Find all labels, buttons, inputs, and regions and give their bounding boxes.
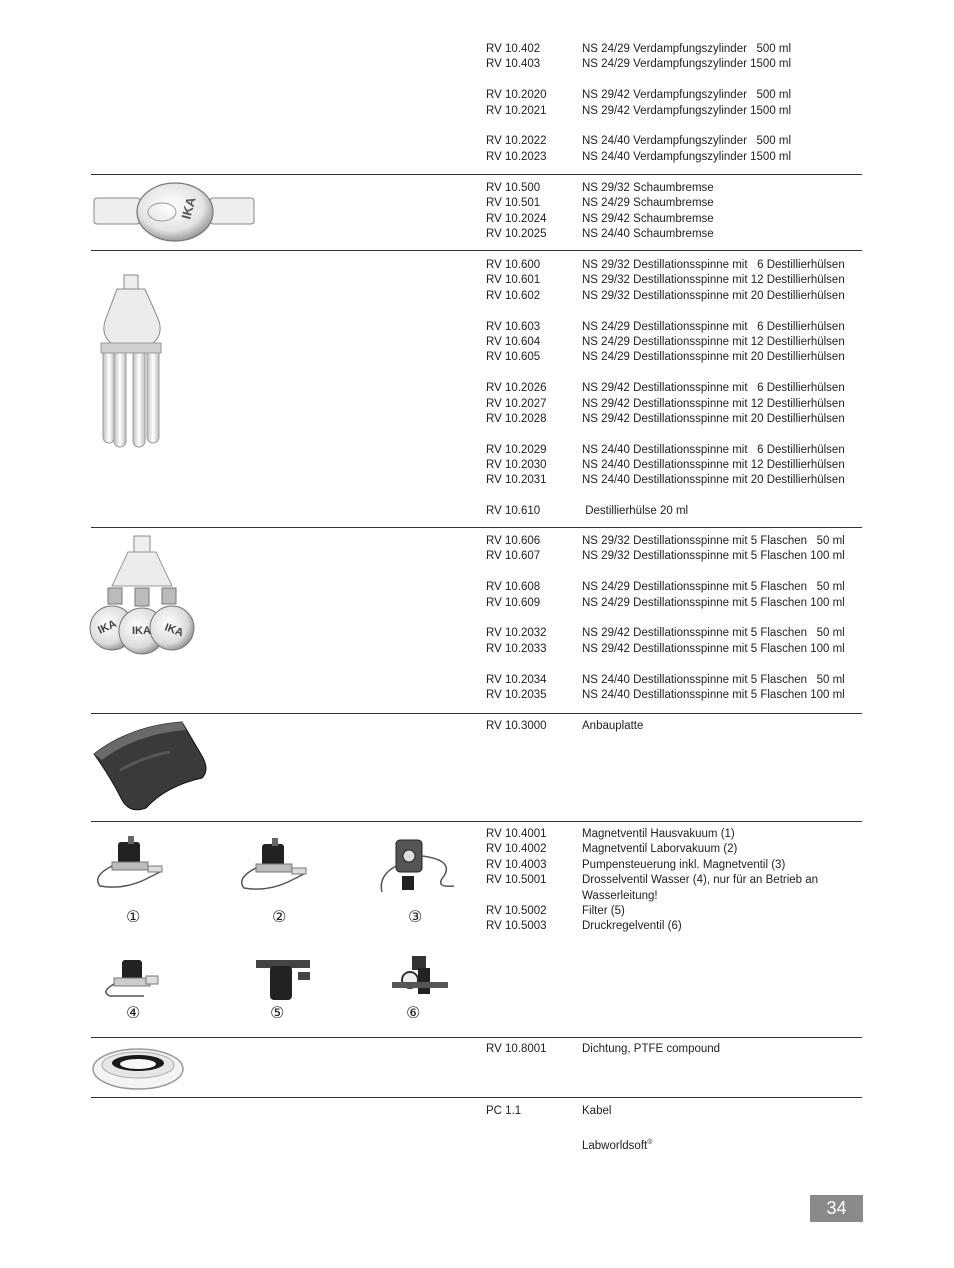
section-1-list [486,42,862,165]
distillation-spider-tubes-image [97,273,167,449]
item-code: RV 10.403 [486,58,541,71]
list-item [486,827,862,842]
marker-2: ② [272,907,287,926]
section-3-list [486,258,862,520]
item-description: Kabel [582,1105,612,1117]
section-6-list [486,827,862,935]
item-description: NS 24/29 Destillationsspinne mit 20 Destillierhülsen [582,351,845,364]
item-description: NS 24/29 Destillationsspinne mit 5 Flaschen 50 ml [582,581,845,594]
list-item [486,842,862,857]
section-8-list [486,1104,862,1150]
item-description: Magnetventil Hausvakuum (1) [582,828,735,840]
list-item [486,57,862,72]
item-code: RV 10.602 [486,289,541,302]
mounting-plate-image [90,718,212,814]
page-number: 34 [810,1195,863,1222]
list-item [486,150,862,165]
item-description: NS 29/32 Destillationsspinne mit 5 Flaschen 50 ml [582,535,845,547]
pump-control-image [374,836,458,896]
ika-logo: IKA [178,195,199,221]
item-code: RV 10.608 [486,581,541,594]
section-7-list [486,1042,862,1057]
item-code: RV 10.606 [486,535,541,547]
item-description: Destillierhülse 20 ml [582,505,689,518]
item-code: RV 10.2032 [486,627,547,640]
list-item [486,258,862,273]
list-item [486,549,862,564]
item-code: RV 10.4002 [486,843,547,856]
list-item [486,889,862,904]
item-code: RV 10.607 [486,550,541,563]
item-description: Dichtung, PTFE compound [582,1043,721,1055]
list-item [486,1104,862,1119]
list-item [486,273,862,288]
item-code: RV 10.603 [486,320,541,333]
item-code: RV 10.2029 [486,443,547,456]
item-description: NS 29/32 Destillationsspinne mit 20 Destillierhülsen [582,289,845,302]
item-code: RV 10.2027 [486,397,547,410]
item-description: NS 24/40 Verdampfungszylinder 500 ml [582,135,792,148]
list-item [486,134,862,149]
item-code: RV 10.605 [486,351,541,364]
item-description: NS 29/42 Schaumbremse [582,212,714,225]
item-description: NS 29/42 Destillationsspinne mit 5 Flaschen 50 ml [582,627,845,640]
item-description: NS 24/40 Destillationsspinne mit 5 Flaschen 100 ml [582,688,845,701]
item-description: Drosselventil Wasser (4), nur für an Betrieb an [582,874,819,887]
item-code: RV 10.4003 [486,858,547,871]
list-item [486,919,862,934]
item-description: Anbauplatte [582,720,644,732]
item-description: NS 24/40 Destillationsspinne mit 6 Destillierhülsen [582,443,845,456]
distillation-spider-flasks-image [88,534,196,656]
item-code: RV 10.3000 [486,720,547,732]
item-code: RV 10.4001 [486,828,547,840]
item-description: NS 24/29 Verdampfungszylinder 1500 ml [582,58,792,71]
item-code: RV 10.8001 [486,1043,547,1055]
list-item [486,626,862,641]
list-item [486,534,862,549]
list-item [486,904,862,919]
section-divider [91,174,862,175]
solenoid-valve-lab-vacuum-image [236,838,310,892]
solenoid-valve-house-vacuum-image [92,836,166,890]
item-code: RV 10.610 [486,505,541,518]
item-code: RV 10.604 [486,335,541,348]
item-description [582,1135,652,1154]
list-item [486,1135,862,1150]
item-description: NS 29/42 Verdampfungszylinder 1500 ml [582,104,792,117]
section-divider [91,1097,862,1098]
section-4-list [486,534,862,703]
item-code: RV 10.2031 [486,474,547,487]
item-code: RV 10.2022 [486,135,547,148]
section-divider [91,713,862,714]
item-description: NS 24/40 Schaumbremse [582,228,714,241]
item-code: PC 1.1 [486,1105,522,1117]
item-code: RV 10.609 [486,596,541,609]
registered-mark: ® [647,1138,653,1146]
ika-logo: IKA [162,621,185,640]
item-description: NS 24/40 Destillationsspinne mit 5 Flaschen 50 ml [582,673,845,686]
item-description: Pumpensteuerung inkl. Magnetventil (3) [582,858,786,871]
section-divider [91,527,862,528]
list-item [486,473,862,488]
marker-4: ④ [126,1003,141,1022]
throttle-valve-image [100,956,164,1000]
item-code: RV 10.2025 [486,228,547,241]
list-item [486,335,862,350]
list-item [486,719,862,734]
item-description: NS 29/42 Destillationsspinne mit 6 Destillierhülsen [582,382,845,395]
item-code: RV 10.2035 [486,688,547,701]
item-description: Filter (5) [582,904,625,917]
item-description: NS 29/42 Verdampfungszylinder 500 ml [582,89,792,102]
item-code: RV 10.2023 [486,150,547,163]
section-divider [91,821,862,822]
item-description: Druckregelventil (6) [582,920,682,933]
list-item [486,227,862,242]
item-code: RV 10.601 [486,274,541,287]
software-name: Labworldsoft [582,1139,648,1152]
item-description: NS 24/29 Verdampfungszylinder 500 ml [582,43,792,55]
list-item [486,443,862,458]
ika-logo: IKA [132,625,151,637]
item-description: NS 29/32 Destillationsspinne mit 12 Destillierhülsen [582,274,845,287]
list-item [486,580,862,595]
list-item [486,181,862,196]
list-item [486,381,862,396]
item-description: NS 29/32 Destillationsspinne mit 6 Destillierhülsen [582,259,845,271]
marker-5: ⑤ [270,1003,285,1022]
list-item [486,412,862,427]
list-item [486,320,862,335]
list-item [486,458,862,473]
item-description: Wasserleitung! [582,889,658,902]
item-code: RV 10.5003 [486,920,547,933]
item-code: RV 10.2021 [486,104,547,117]
marker-6: ⑥ [406,1003,421,1022]
item-description: NS 24/29 Destillationsspinne mit 5 Flaschen 100 ml [582,596,845,609]
list-item [486,104,862,119]
marker-3: ③ [408,907,423,926]
list-item [486,688,862,703]
item-code: RV 10.2033 [486,642,547,655]
list-item [486,350,862,365]
list-item [486,673,862,688]
item-code: RV 10.2020 [486,89,547,102]
item-code: RV 10.2024 [486,212,547,225]
item-code: RV 10.501 [486,197,541,210]
item-code: RV 10.500 [486,182,541,194]
item-description: NS 24/40 Destillationsspinne mit 20 Destillierhülsen [582,474,845,487]
item-code: RV 10.5001 [486,874,547,887]
list-item [486,873,862,888]
item-description: NS 29/42 Destillationsspinne mit 20 Destillierhülsen [582,412,845,425]
pressure-regulator-image [390,954,450,998]
section-2-list [486,181,862,243]
item-code: RV 10.2028 [486,412,547,425]
list-item [486,596,862,611]
item-description: NS 29/42 Destillationsspinne mit 5 Flaschen 100 ml [582,642,845,655]
ptfe-seal-image [90,1043,186,1093]
item-description: NS 24/29 Schaumbremse [582,197,714,210]
item-code: RV 10.2030 [486,459,547,472]
item-code: RV 10.2034 [486,673,547,686]
item-description: NS 29/32 Schaumbremse [582,182,714,194]
list-item [486,504,862,519]
item-description: NS 24/29 Destillationsspinne mit 6 Destillierhülsen [582,320,845,333]
section-divider [91,1037,862,1038]
list-item [486,1042,862,1057]
list-item [486,212,862,227]
item-code: RV 10.2026 [486,382,547,395]
item-description: Magnetventil Laborvakuum (2) [582,843,738,856]
section-5-list [486,719,862,734]
list-item [486,289,862,304]
item-description: NS 24/40 Destillationsspinne mit 12 Destillierhülsen [582,459,845,472]
list-item [486,397,862,412]
ika-logo: IKA [96,617,119,637]
item-description: NS 24/40 Verdampfungszylinder 1500 ml [582,150,792,163]
list-item [486,42,862,57]
foam-brake-image [92,180,258,244]
section-divider [91,250,862,251]
item-description: NS 29/42 Destillationsspinne mit 12 Destillierhülsen [582,397,845,410]
filter-image [254,954,312,1004]
list-item [486,858,862,873]
item-code: RV 10.5002 [486,904,547,917]
list-item [486,88,862,103]
marker-1: ① [126,907,141,926]
item-description: NS 24/29 Destillationsspinne mit 12 Destillierhülsen [582,335,845,348]
list-item [486,642,862,657]
list-item [486,196,862,211]
item-code: RV 10.600 [486,259,541,271]
item-code: RV 10.402 [486,43,541,55]
item-description: NS 29/32 Destillationsspinne mit 5 Flaschen 100 ml [582,550,845,563]
